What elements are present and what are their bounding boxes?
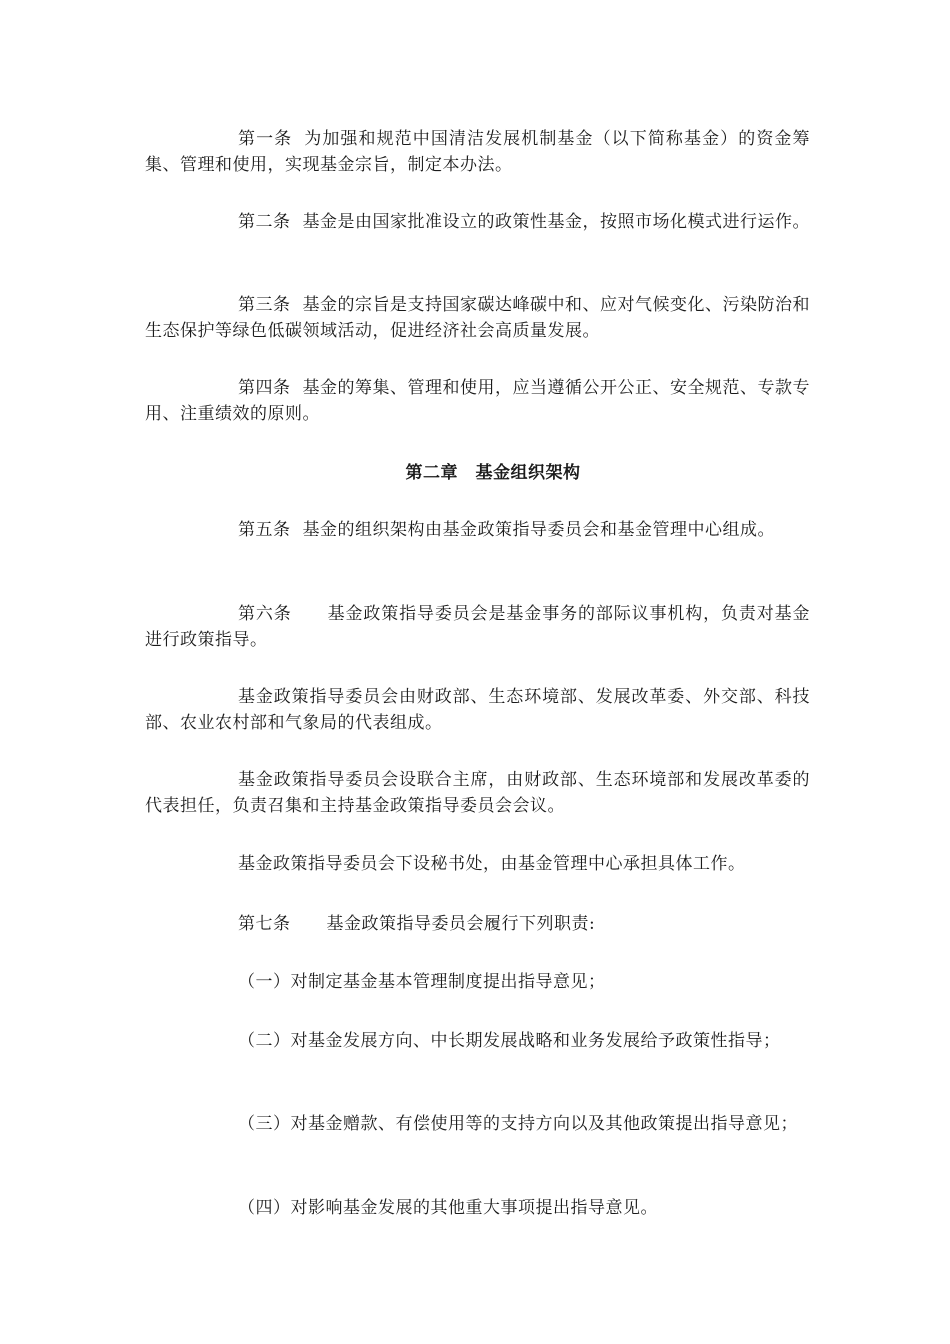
article-7-item-3: （三）对基金赠款、有偿使用等的支持方向以及其他政策提出指导意见； [238, 1114, 798, 1134]
article-6-paragraph-3: 基金政策指导委员会设联合主席，由财政部、生态环境部和发展改革委的代表担任，负责召集和主持基金政策指导委员会会议。 [145, 770, 810, 816]
article-2 [145, 209, 810, 235]
article-7-label: 第七条 [238, 914, 291, 934]
article-3-text: 基金的宗旨是支持国家碳达峰碳中和、应对气候变化、污染防治和生态保护等绿色低碳领域活动，促进经济社会高质量发展。 [145, 295, 810, 341]
article-7 [145, 911, 810, 937]
article-3 [145, 292, 810, 344]
article-4-text: 基金的筹集、管理和使用，应当遵循公开公正、安全规范、专款专用、注重绩效的原则。 [145, 378, 810, 424]
chapter-2-heading: 第二章 基金组织架构 [405, 463, 581, 483]
article-6-paragraph-2: 基金政策指导委员会由财政部、生态环境部、发展改革委、外交部、科技部、农业农村部和气象局的代表组成。 [145, 687, 810, 733]
article-6-text: 基金政策指导委员会是基金事务的部际议事机构，负责对基金进行政策指导。 [145, 604, 811, 650]
article-5-label: 第五条 [238, 520, 291, 540]
article-1-text: 为加强和规范中国清洁发展机制基金（以下简称基金）的资金筹集、管理和使用，实现基金宗旨，制定本办法。 [145, 129, 810, 175]
article-5-text: 基金的组织架构由基金政策指导委员会和基金管理中心组成。 [302, 520, 775, 540]
article-2-label: 第二条 [238, 212, 291, 232]
article-5 [145, 517, 835, 543]
article-7-text: 基金政策指导委员会履行下列职责: [326, 914, 596, 934]
article-1 [145, 126, 810, 178]
article-6 [145, 601, 810, 653]
article-7-item-4: （四）对影响基金发展的其他重大事项提出指导意见。 [238, 1198, 658, 1218]
article-1-label: 第一条 [238, 129, 293, 149]
article-2-text: 基金是由国家批准设立的政策性基金，按照市场化模式进行运作。 [302, 212, 810, 232]
article-7-item-1: （一）对制定基金基本管理制度提出指导意见； [238, 972, 606, 992]
article-4-label: 第四条 [238, 378, 291, 398]
article-4 [145, 375, 810, 427]
article-3-label: 第三条 [238, 295, 291, 315]
article-6-label: 第六条 [238, 604, 292, 624]
article-6-paragraph-4: 基金政策指导委员会下设秘书处，由基金管理中心承担具体工作。 [238, 854, 746, 874]
article-7-item-2: （二）对基金发展方向、中长期发展战略和业务发展给予政策性指导； [238, 1031, 781, 1051]
